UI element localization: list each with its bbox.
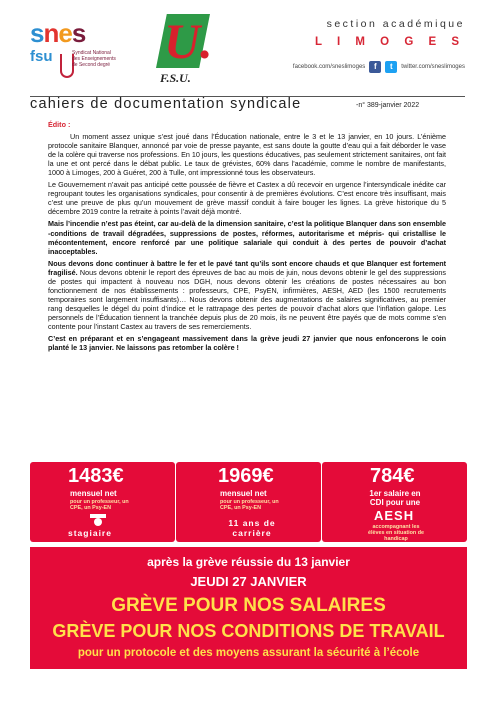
fsu-logo-letter: U. (164, 13, 213, 69)
banner-footer: pour un protocole et des moyens assurant la sécurité à l’école (77, 647, 420, 659)
edito-paragraph-4-lead: Nous devons donc continuer à battre le fer et le pavé tant qu’ils sont encore chauds et que Blanquer est fortement fragilisé. (48, 258, 446, 277)
twitter-icon[interactable]: t (385, 61, 397, 73)
salary-card-aesh (322, 462, 467, 542)
facebook-link[interactable]: facebook.com/sneslimoges (292, 64, 366, 70)
page-title: cahiers de documentation syndicale (30, 96, 302, 112)
section-city: L I M O G E S (315, 36, 465, 48)
card-subtitle: mensuel net (70, 489, 117, 498)
card-label: 11 ans de carrière (228, 518, 276, 538)
twitter-link[interactable]: twitter.com/sneslimoges (401, 64, 465, 70)
snes-logo-fsu: fsu (30, 48, 53, 65)
edito-paragraph-4-rest: Nous devons obtenir le report des épreuves de bac au mois de juin, nous devons obtenir le gel des suppressions de postes qui impactent à nouveau nos DGH, nous devons obtenir les créations de postes nécessaires au bon fonctionnement de nos établissements : professeurs, CPE, PsyEN, infirmières, AESH, AED (les 1500 recrutements temporaires sont largement insuffisants)… Nous devons obtenir des augmentations de salaires significatives, au premier rang desquelles le dégel du point d’indice et le rattrapage des pertes de pouvoir d’achat alors que l’inflation galope. Les personnels de l’Éducation tiennent la tranchée depuis plus de 20 mois, ils ne peuvent être payés que de mots comme s’en contente pour l’instant Castex au travers de ses remerciements. (48, 267, 446, 331)
card-subtitle: mensuel net (220, 489, 267, 498)
section-label: section académique (326, 18, 465, 30)
edito-paragraph-2: Le Gouvernement n’avait pas anticipé cette poussée de fièvre et Castex a dû recevoir en urgence l’intersyndicale inédite car regroupant toutes les organisations syndicales, pour consentir à de premières évolutions. C’est encore très insuffisant, mais c’est une preuve de plus qu’un mouvement de grève massif conduit à faire bouger les lignes. La grève historique du 5 décembre 2019 contre la retraite à points l’avait déjà montré. (48, 180, 446, 217)
snes-logo-subtitle: Syndicat National des Enseignements de Second degré (72, 50, 116, 68)
edito-paragraph-4 (48, 259, 446, 331)
card-label: AESH (374, 508, 415, 523)
salary-card-11-ans (176, 462, 321, 542)
card-amount: 1483€ (68, 465, 124, 487)
card-note: accompagnant les élèves en situation de handicap (367, 524, 425, 543)
salary-card-stagiaire (30, 462, 175, 542)
fsu-logo-label: F.S.U. (160, 71, 191, 85)
snes-fsu-logo (30, 18, 116, 80)
card-note: pour un professeur, un CPE, un Psy-EN (70, 499, 129, 512)
strike-banner (30, 547, 467, 669)
banner-headline-conditions: GRÈVE POUR NOS CONDITIONS DE TRAVAIL (52, 621, 445, 641)
card-label: stagiaire (68, 528, 112, 538)
banner-line-1: après la grève réussie du 13 janvier (147, 555, 350, 569)
graduate-head-icon (94, 518, 102, 526)
card-subtitle: 1er salaire en CDI pour une (369, 489, 421, 507)
edito-paragraph-5: C’est en préparant et en s’engageant massivement dans la grève jeudi 27 janvier que nous enfoncerons le coin planté le 13 janvier. Ne laissons pas retomber la colère ! (48, 334, 446, 353)
fsu-logo (150, 14, 216, 86)
snes-logo-word: snes (30, 18, 86, 48)
issue-number: -n° 389-janvier 2022 (356, 102, 420, 109)
facebook-icon[interactable]: f (369, 61, 381, 73)
social-links (293, 61, 465, 73)
card-amount: 784€ (370, 465, 415, 487)
card-amount: 1969€ (218, 465, 274, 487)
edito-paragraph-3: Mais l’incendie n’est pas éteint, car au-delà de la dimension sanitaire, c’est la politique Blanquer dans son ensemble -conditions de travail dégradées, suppressions de postes, réformes, autoritarisme et mépris- qui cristallise le mécontentement, encore renforcé par une politique salariale qui conduit à des pertes de pouvoir d’achat inacceptables. (48, 219, 446, 256)
edito-paragraph-1: Un moment assez unique s’est joué dans l’Éducation nationale, entre le 3 et le 13 janvier, en 10 jours. L’énième protocole sanitaire Blanquer, annoncé par voie de presse payante, est sans doute la goutte d’eau qui a fait déborder le vase de la colère qui traverse nos professions. En 10 jours, les questions éducatives, pas seulement strictement sanitaires, ont fait la une et ont percé dans le débat public. Le taux de grévistes, 60% dans l’académie, comme le nombre de manifestants, 1000 à Limoges, 200 à Guéret, 200 à Tulle, ont impressionné tous les observateurs. (48, 132, 446, 178)
banner-headline-salaires: GRÈVE POUR NOS SALAIRES (111, 595, 386, 616)
banner-date: JEUDI 27 JANVIER (190, 574, 307, 589)
edito-body (48, 120, 446, 355)
card-note: pour un professeur, un CPE, un Psy-EN (220, 499, 279, 512)
edito-label: Édito : (48, 120, 71, 129)
